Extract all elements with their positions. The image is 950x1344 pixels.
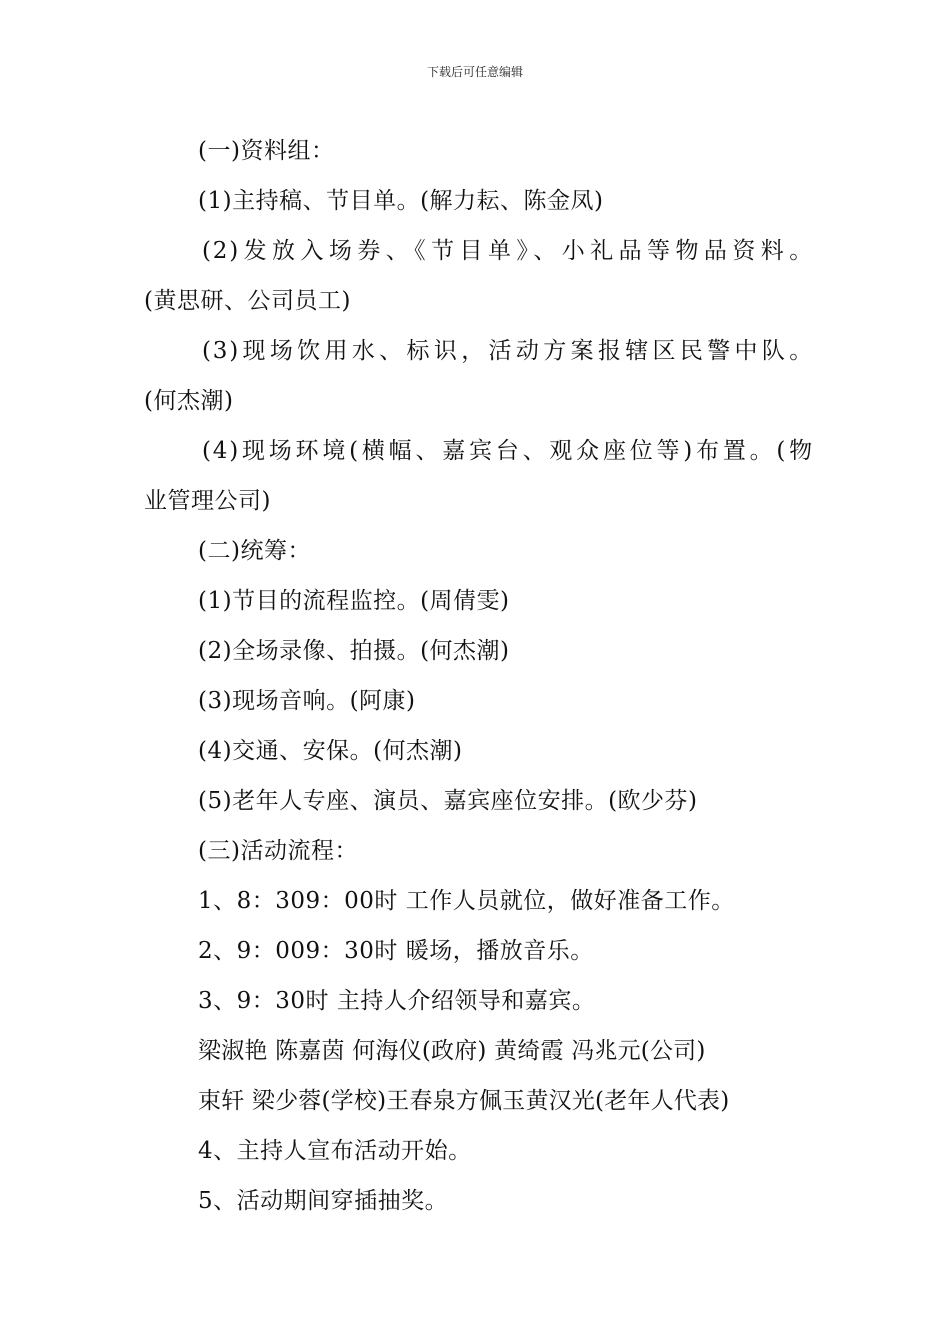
list-item-continuation: (何杰潮) xyxy=(144,388,234,414)
list-item: (1)主持稿、节目单。(解力耘、陈金凤) xyxy=(198,188,604,214)
flow-step: 5、活动期间穿插抽奖。 xyxy=(198,1188,449,1214)
section-heading-materials: (一)资料组： xyxy=(198,138,335,164)
list-item: (1)节目的流程监控。(周倩雯) xyxy=(198,588,510,614)
guest-names: 束轩 梁少蓉(学校)王春泉方佩玉黄汉光(老年人代表) xyxy=(198,1088,730,1114)
guest-names: 梁淑艳 陈嘉茵 何海仪(政府) 黄绮霞 冯兆元(公司) xyxy=(198,1038,706,1064)
flow-step: 4、主持人宣布活动开始。 xyxy=(198,1138,472,1164)
document-body xyxy=(144,126,814,1226)
list-item: (4)现场环境(横幅、嘉宾台、观众座位等)布置。(物 xyxy=(202,438,814,464)
list-item: (2)全场录像、拍摄。(何杰潮) xyxy=(198,638,510,664)
flow-step: 2、9：009：30时 暖场，播放音乐。 xyxy=(198,938,594,964)
list-item-continuation: (黄思研、公司员工) xyxy=(144,288,351,314)
list-item: (3)现场饮用水、标识，活动方案报辖区民警中队。 xyxy=(202,338,814,364)
list-item: (4)交通、安保。(何杰潮) xyxy=(198,738,463,764)
page-header-note: 下载后可任意编辑 xyxy=(426,65,523,79)
list-item: (2)发放入场券、《节目单》、小礼品等物品资料。 xyxy=(202,238,814,264)
section-heading-coordination: (二)统筹： xyxy=(198,538,311,564)
list-item: (5)老年人专座、演员、嘉宾座位安排。(欧少芬) xyxy=(198,788,698,814)
flow-step: 1、8：309：00时 工作人员就位，做好准备工作。 xyxy=(198,888,735,914)
flow-step: 3、9：30时 主持人介绍领导和嘉宾。 xyxy=(198,988,596,1014)
list-item-continuation: 业管理公司) xyxy=(144,488,271,514)
section-heading-activity-flow: (三)活动流程： xyxy=(198,838,358,864)
list-item: (3)现场音响。(阿康) xyxy=(198,688,416,714)
